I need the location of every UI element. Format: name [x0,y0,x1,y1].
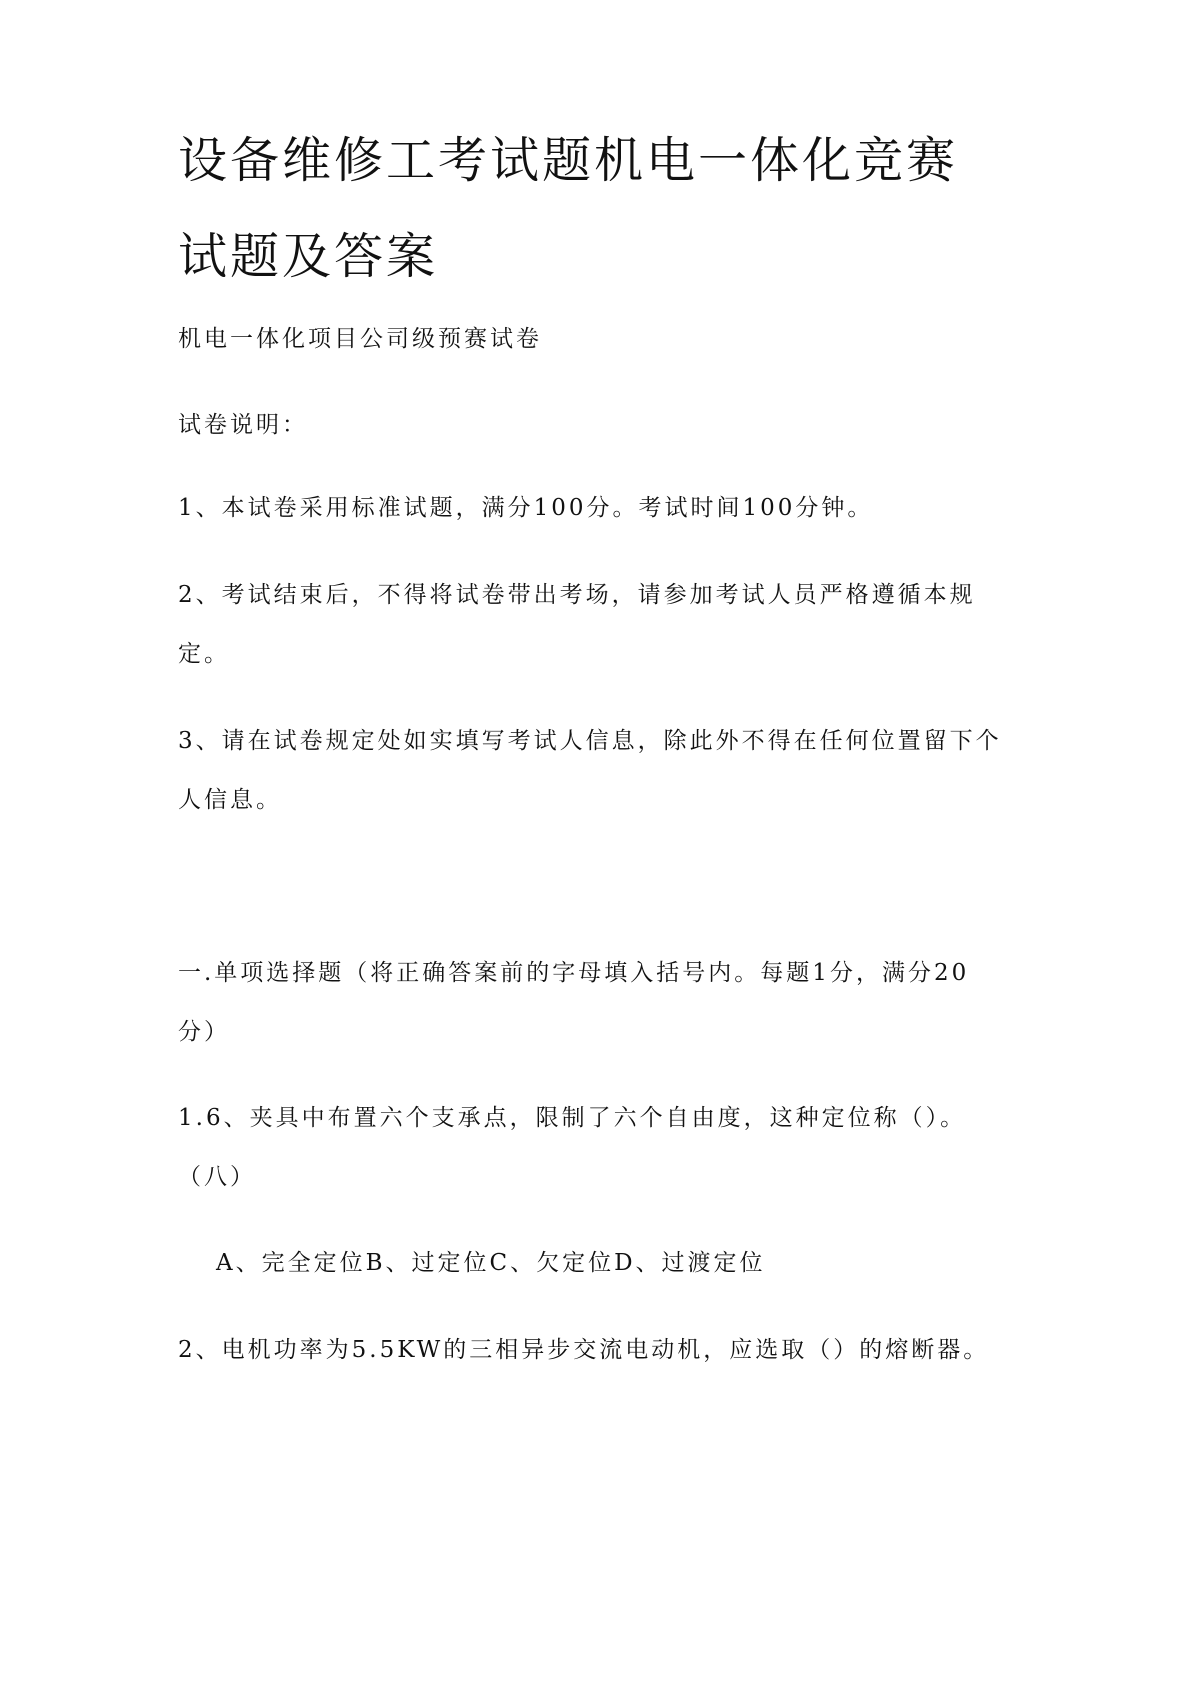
subtitle: 机电一体化项目公司级预赛试卷 [178,326,542,352]
instruction-2-line-1: 2、考试结束后，不得将试卷带出考场，请参加考试人员严格遵循本规 [178,582,976,608]
question-1-stem-line-1: 1.6、夹具中布置六个支承点，限制了六个自由度，这种定位称（）。 [178,1105,967,1131]
section-1-heading-line-2: 分） [178,1019,230,1045]
question-1-stem-line-2: （八） [178,1164,256,1190]
question-2-stem-line-1: 2、电机功率为5.5KW的三相异步交流电动机，应选取（）的熔断器。 [178,1337,990,1363]
instruction-1: 1、本试卷采用标准试题，满分100分。考试时间100分钟。 [178,495,874,521]
document-title-line-2: 试题及答案 [178,228,439,285]
section-1-heading-line-1: 一.单项选择题（将正确答案前的字母填入括号内。每题1分，满分20 [178,960,970,986]
instruction-3-line-1: 3、请在试卷规定处如实填写考试人信息，除此外不得在任何位置留下个 [178,728,1002,754]
instructions-heading: 试卷说明： [178,412,308,438]
question-1-options: A、完全定位B、过定位C、欠定位D、过渡定位 [216,1250,766,1276]
instruction-3-line-2: 人信息。 [178,787,282,813]
instruction-2-line-2: 定。 [178,641,230,667]
document-title-line-1: 设备维修工考试题机电一体化竞赛 [178,132,959,189]
